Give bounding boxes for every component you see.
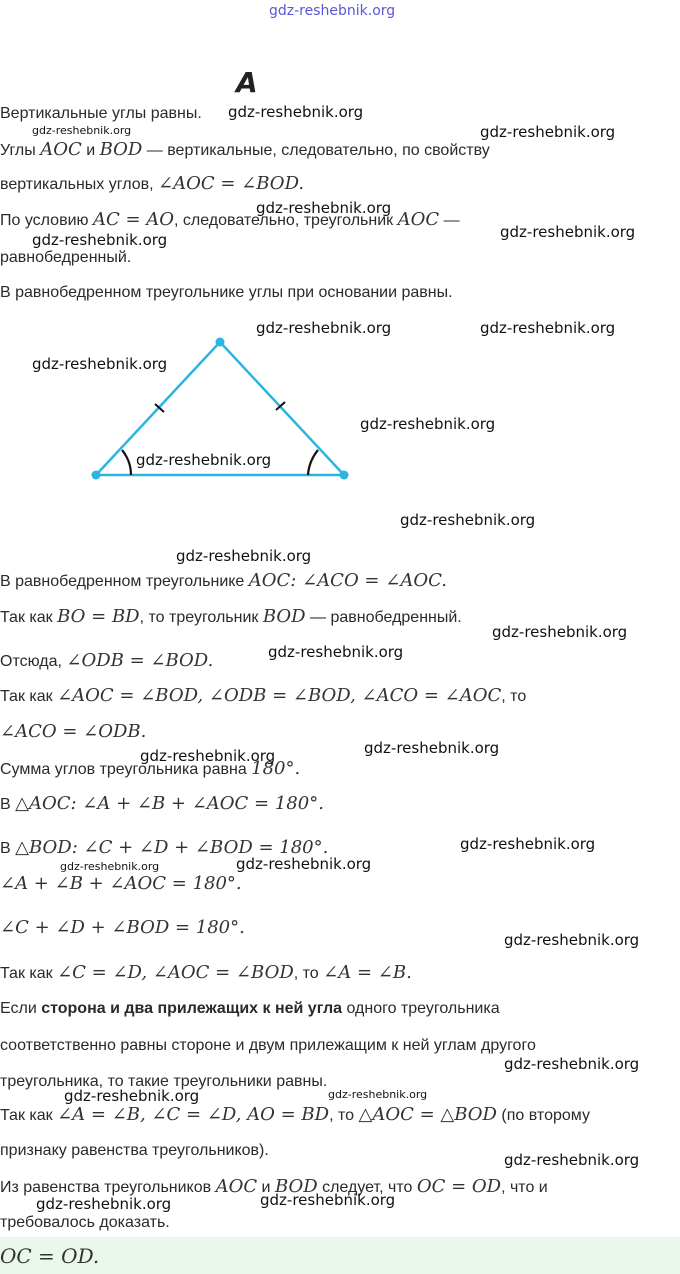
- text-line: Сумма углов треугольника равна 180°.: [0, 758, 301, 779]
- vertex-left: [92, 471, 101, 480]
- text-line: В равнобедренном треугольнике AOC: ∠ACO = ∠AOC.: [0, 570, 447, 591]
- watermark: gdz-reshebnik.org: [32, 355, 168, 373]
- watermark: gdz-reshebnik.org: [60, 860, 160, 873]
- text-line: равнобедренный.: [0, 249, 132, 266]
- text-line: Отсюда, ∠ODB = ∠BOD.: [0, 650, 214, 671]
- text-line: Если сторона и два прилежащих к ней угла одного треугольника: [0, 1000, 500, 1017]
- angle-arc-left: [122, 450, 131, 475]
- watermark: gdz-reshebnik.org: [500, 223, 636, 241]
- vertex-top: [216, 338, 225, 347]
- watermark: gdz-reshebnik.org: [260, 1191, 396, 1209]
- watermark: gdz-reshebnik.org: [504, 1055, 640, 1073]
- text-line: требовалось доказать.: [0, 1214, 170, 1231]
- text-line: В △AOC: ∠A + ∠B + ∠AOC = 180°.: [0, 793, 324, 814]
- watermark: gdz-reshebnik.org: [140, 747, 276, 765]
- watermark: gdz-reshebnik.org: [492, 623, 628, 641]
- watermark: gdz-reshebnik.org: [268, 643, 404, 661]
- text-line: ∠ACO = ∠ODB.: [0, 721, 147, 742]
- watermark: gdz-reshebnik.org: [480, 319, 616, 337]
- watermark: gdz-reshebnik.org: [32, 124, 132, 137]
- watermark: gdz-reshebnik.org: [360, 415, 496, 433]
- answer-box: [0, 1237, 680, 1274]
- text-line: Так как BO = BD, то треугольник BOD — равнобедренный.: [0, 606, 462, 627]
- watermark: gdz-reshebnik.org: [36, 1195, 172, 1213]
- text-line: Вертикальные углы равны.: [0, 105, 202, 122]
- watermark: gdz-reshebnik.org: [256, 199, 392, 217]
- watermark: gdz-reshebnik.org: [136, 451, 272, 469]
- watermark: gdz-reshebnik.org: [236, 855, 372, 873]
- watermark: gdz-reshebnik.org: [64, 1087, 200, 1105]
- site-link[interactable]: gdz-reshebnik.org: [269, 3, 396, 19]
- watermark: gdz-reshebnik.org: [480, 123, 616, 141]
- text-line: ∠C + ∠D + ∠BOD = 180°.: [0, 917, 245, 938]
- watermark: gdz-reshebnik.org: [328, 1088, 428, 1101]
- text-line: соответственно равны стороне и двум прилежащим к ней углам другого: [0, 1037, 536, 1054]
- answer-text: OC = OD.: [0, 1244, 100, 1268]
- section-title: А: [236, 66, 258, 99]
- text-line: вертикальных углов, ∠AOC = ∠BOD.: [0, 173, 305, 194]
- text-line: В равнобедренном треугольнике углы при основании равны.: [0, 284, 453, 301]
- angle-arc-right: [308, 450, 318, 475]
- vertex-right: [340, 471, 349, 480]
- text-line: Из равенства треугольников AOC и BOD следует, что OC = OD, что и: [0, 1176, 548, 1197]
- watermark: gdz-reshebnik.org: [32, 231, 168, 249]
- watermark: gdz-reshebnik.org: [400, 511, 536, 529]
- text-line: Углы AOC и BOD — вертикальные, следовательно, по свойству: [0, 139, 490, 160]
- watermark: gdz-reshebnik.org: [460, 835, 596, 853]
- text-line: ∠A + ∠B + ∠AOC = 180°.: [0, 873, 242, 894]
- text-line: треугольника, то такие треугольники равны.: [0, 1073, 328, 1090]
- watermark: gdz-reshebnik.org: [176, 547, 312, 565]
- watermark: gdz-reshebnik.org: [256, 319, 392, 337]
- watermark: gdz-reshebnik.org: [228, 103, 364, 121]
- text-line: Так как ∠C = ∠D, ∠AOC = ∠BOD, то ∠A = ∠B.: [0, 962, 412, 983]
- text-line: Так как ∠AOC = ∠BOD, ∠ODB = ∠BOD, ∠ACO = ∠AOC, то: [0, 685, 527, 706]
- text-line: Так как ∠A = ∠B, ∠C = ∠D, AO = BD, то △AOC = △BOD (по второму: [0, 1104, 590, 1125]
- text-line: По условию AC = AO, следовательно, треугольник AOC —: [0, 209, 460, 230]
- text-line: признаку равенства треугольников).: [0, 1142, 269, 1159]
- text-line: В △BOD: ∠C + ∠D + ∠BOD = 180°.: [0, 837, 329, 858]
- watermark: gdz-reshebnik.org: [504, 931, 640, 949]
- watermark: gdz-reshebnik.org: [364, 739, 500, 757]
- watermark: gdz-reshebnik.org: [504, 1151, 640, 1169]
